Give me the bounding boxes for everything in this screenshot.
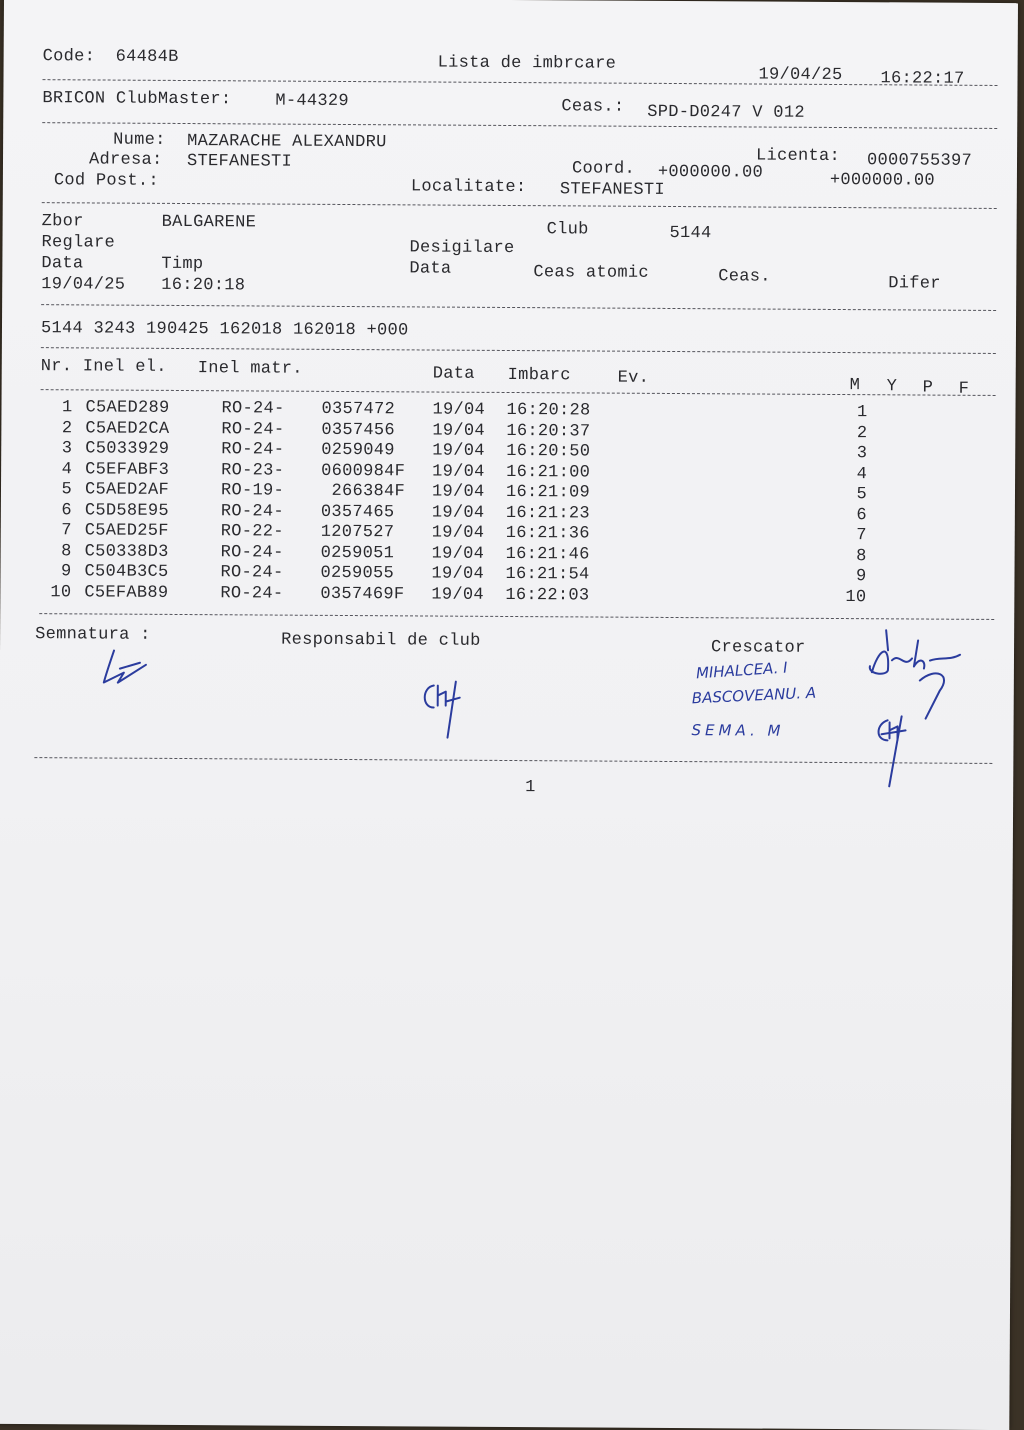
row-nr: 4 [61,460,73,480]
owner-name: MAZARACHE ALEXANDRU [187,132,387,153]
row-date: 19/04 [431,503,485,523]
col-data: Data [432,364,475,384]
row-time: 16:21:36 [505,523,590,544]
row-date: 19/04 [431,523,485,543]
club-label: Club [546,220,589,240]
row-electronic-ring: C5AED2CA [85,419,170,439]
row-ring-number: 0600984F [321,461,406,482]
device-label: BRICON ClubMaster: [42,89,232,110]
row-ring-prefix: RO-19- [220,481,285,501]
reglare-label: Reglare [41,233,116,253]
row-ring-prefix: RO-24- [220,563,284,583]
row-m: 4 [856,465,868,485]
code-value: 64484B [115,47,179,67]
col-p: P [922,378,934,398]
divider [39,613,994,620]
row-date: 19/04 [431,564,485,584]
row-ring-number: 0357456 [321,420,395,441]
handwritten-name-1: MIHALCEA. I [695,658,789,683]
print-date: 19/04/25 [758,65,843,86]
license-value: 0000755397 [866,151,973,171]
col-y: Y [886,377,898,397]
page-number: 1 [525,778,536,798]
row-date: 19/04 [431,585,484,605]
coord-1: +000000.00 [657,162,764,183]
signature-scribble-2 [419,677,469,742]
row-electronic-ring: C5AED25F [84,521,169,541]
row-ring-prefix: RO-23- [221,461,285,481]
row-electronic-ring: C504B3C5 [84,562,169,582]
row-electronic-ring: C5033929 [85,439,170,459]
row-time: 16:20:28 [506,400,591,421]
row-date: 19/04 [431,482,485,502]
divider [42,202,997,209]
divider [42,122,997,129]
club-responsible-label: Responsabil de club [281,630,481,651]
address-value: STEFANESTI [186,152,293,172]
handwritten-name-3: SEMA. M [691,721,785,740]
col-f: F [958,379,970,399]
row-time: 16:22:03 [505,585,590,606]
row-nr: 1 [61,398,73,418]
row-ring-prefix: RO-24- [221,399,285,419]
locality-label: Localitate: [410,177,527,198]
row-m: 1 [856,403,868,423]
row-ring-prefix: RO-24- [220,502,284,522]
address-label: Adresa: [88,150,163,170]
row-m: 10 [845,588,867,608]
row-ring-prefix: RO-24- [221,420,285,440]
row-electronic-ring: C5AED289 [85,398,170,418]
row-nr: 10 [50,583,72,603]
document-title: Lista de imbrcare [437,53,617,74]
signature-scribble-1 [100,643,160,688]
signature-scribble-4 [871,714,911,789]
row-nr: 9 [60,562,72,582]
row-ring-number: 0259049 [321,440,395,461]
row-ring-prefix: RO-24- [220,543,284,563]
zbor-value: BALGARENE [161,212,257,233]
row-time: 16:20:50 [506,441,591,462]
club-value: 5144 [669,223,712,244]
row-date: 19/04 [432,462,485,482]
col-m: M [849,376,861,396]
row-ring-number: 0259051 [320,543,395,564]
name-label: Nume: [113,130,166,150]
row-m: 7 [856,526,867,546]
divider [41,347,996,354]
row-electronic-ring: C5AED2AF [84,480,170,500]
coord-2: +000000.00 [829,170,935,191]
row-electronic-ring: C5D58E95 [84,501,169,521]
row-electronic-ring: C50338D3 [84,542,169,562]
locality-value: STEFANESTI [559,180,665,200]
row-date: 19/04 [432,441,485,461]
handwritten-name-2: BASCOVEANU. A [691,683,817,708]
row-ring-number: 266384F [320,481,406,502]
row-ring-prefix: RO-22- [220,522,284,542]
row-nr: 5 [61,480,73,500]
clock-value: SPD-D0247 V 012 [647,102,805,123]
data-label: Data [41,254,84,274]
row-nr: 2 [61,419,73,439]
col-nr-el: Nr. Inel el. [40,357,167,377]
row-time: 16:20:37 [506,421,591,442]
device-value: M-44329 [275,91,349,112]
divider [41,304,996,311]
difer-label: Difer [888,274,941,294]
row-ring-prefix: RO-24- [221,440,285,460]
row-electronic-ring: C5EFAB89 [84,583,169,603]
row-m: 2 [856,424,868,444]
flight-code-line: 5144 3243 190425 162018 162018 +000 [40,319,409,341]
row-date: 19/04 [432,400,486,420]
col-ev: Ev. [617,368,650,388]
col-matr: Inel matr. [197,359,303,379]
data2-label: Data [409,259,452,279]
divider [34,757,992,764]
row-ring-number: 0259055 [320,563,395,584]
breeder-label: Crescator [710,638,806,658]
row-time: 16:21:23 [505,503,590,524]
reglare-date: 19/04/25 [41,275,126,295]
timp-label: Timp [161,254,204,275]
postal-label: Cod Post.: [53,171,159,191]
license-label: Licenta: [755,146,841,167]
clock-label: Ceas.: [561,97,625,117]
row-date: 19/04 [431,544,485,564]
print-time: 16:22:17 [880,69,965,89]
reglare-time: 16:20:18 [161,275,246,296]
row-m: 6 [856,506,867,526]
ceas-label: Ceas. [718,267,771,287]
row-ring-number: 0357472 [321,399,396,420]
row-m: 8 [856,547,867,567]
row-nr: 3 [61,439,73,459]
signature-label: Semnatura : [35,625,151,645]
row-nr: 6 [61,501,72,521]
divider [43,79,998,86]
row-m: 9 [855,567,867,587]
row-ring-number: 1207527 [320,522,395,543]
row-time: 16:21:54 [505,564,590,585]
row-time: 16:21:00 [506,462,591,483]
row-m: 5 [856,485,868,505]
row-nr: 8 [61,542,72,562]
row-electronic-ring: C5EFABF3 [85,460,170,480]
coord-label: Coord. [571,159,636,179]
row-date: 19/04 [432,421,485,441]
row-ring-prefix: RO-24- [220,584,284,604]
row-ring-number: 0357469F [320,584,405,605]
row-ring-number: 0357465 [320,502,395,523]
col-imbarc: Imbarc [507,365,571,386]
row-time: 16:21:09 [505,482,591,503]
zbor-label: Zbor [41,212,84,232]
desigilare-label: Desigilare [409,238,515,259]
atomic-label: Ceas atomic [533,263,649,283]
signature-scribble-3 [860,630,981,726]
row-nr: 7 [61,521,72,541]
row-m: 3 [856,444,868,464]
row-time: 16:21:46 [505,544,590,565]
code-label: Code: [42,47,96,67]
